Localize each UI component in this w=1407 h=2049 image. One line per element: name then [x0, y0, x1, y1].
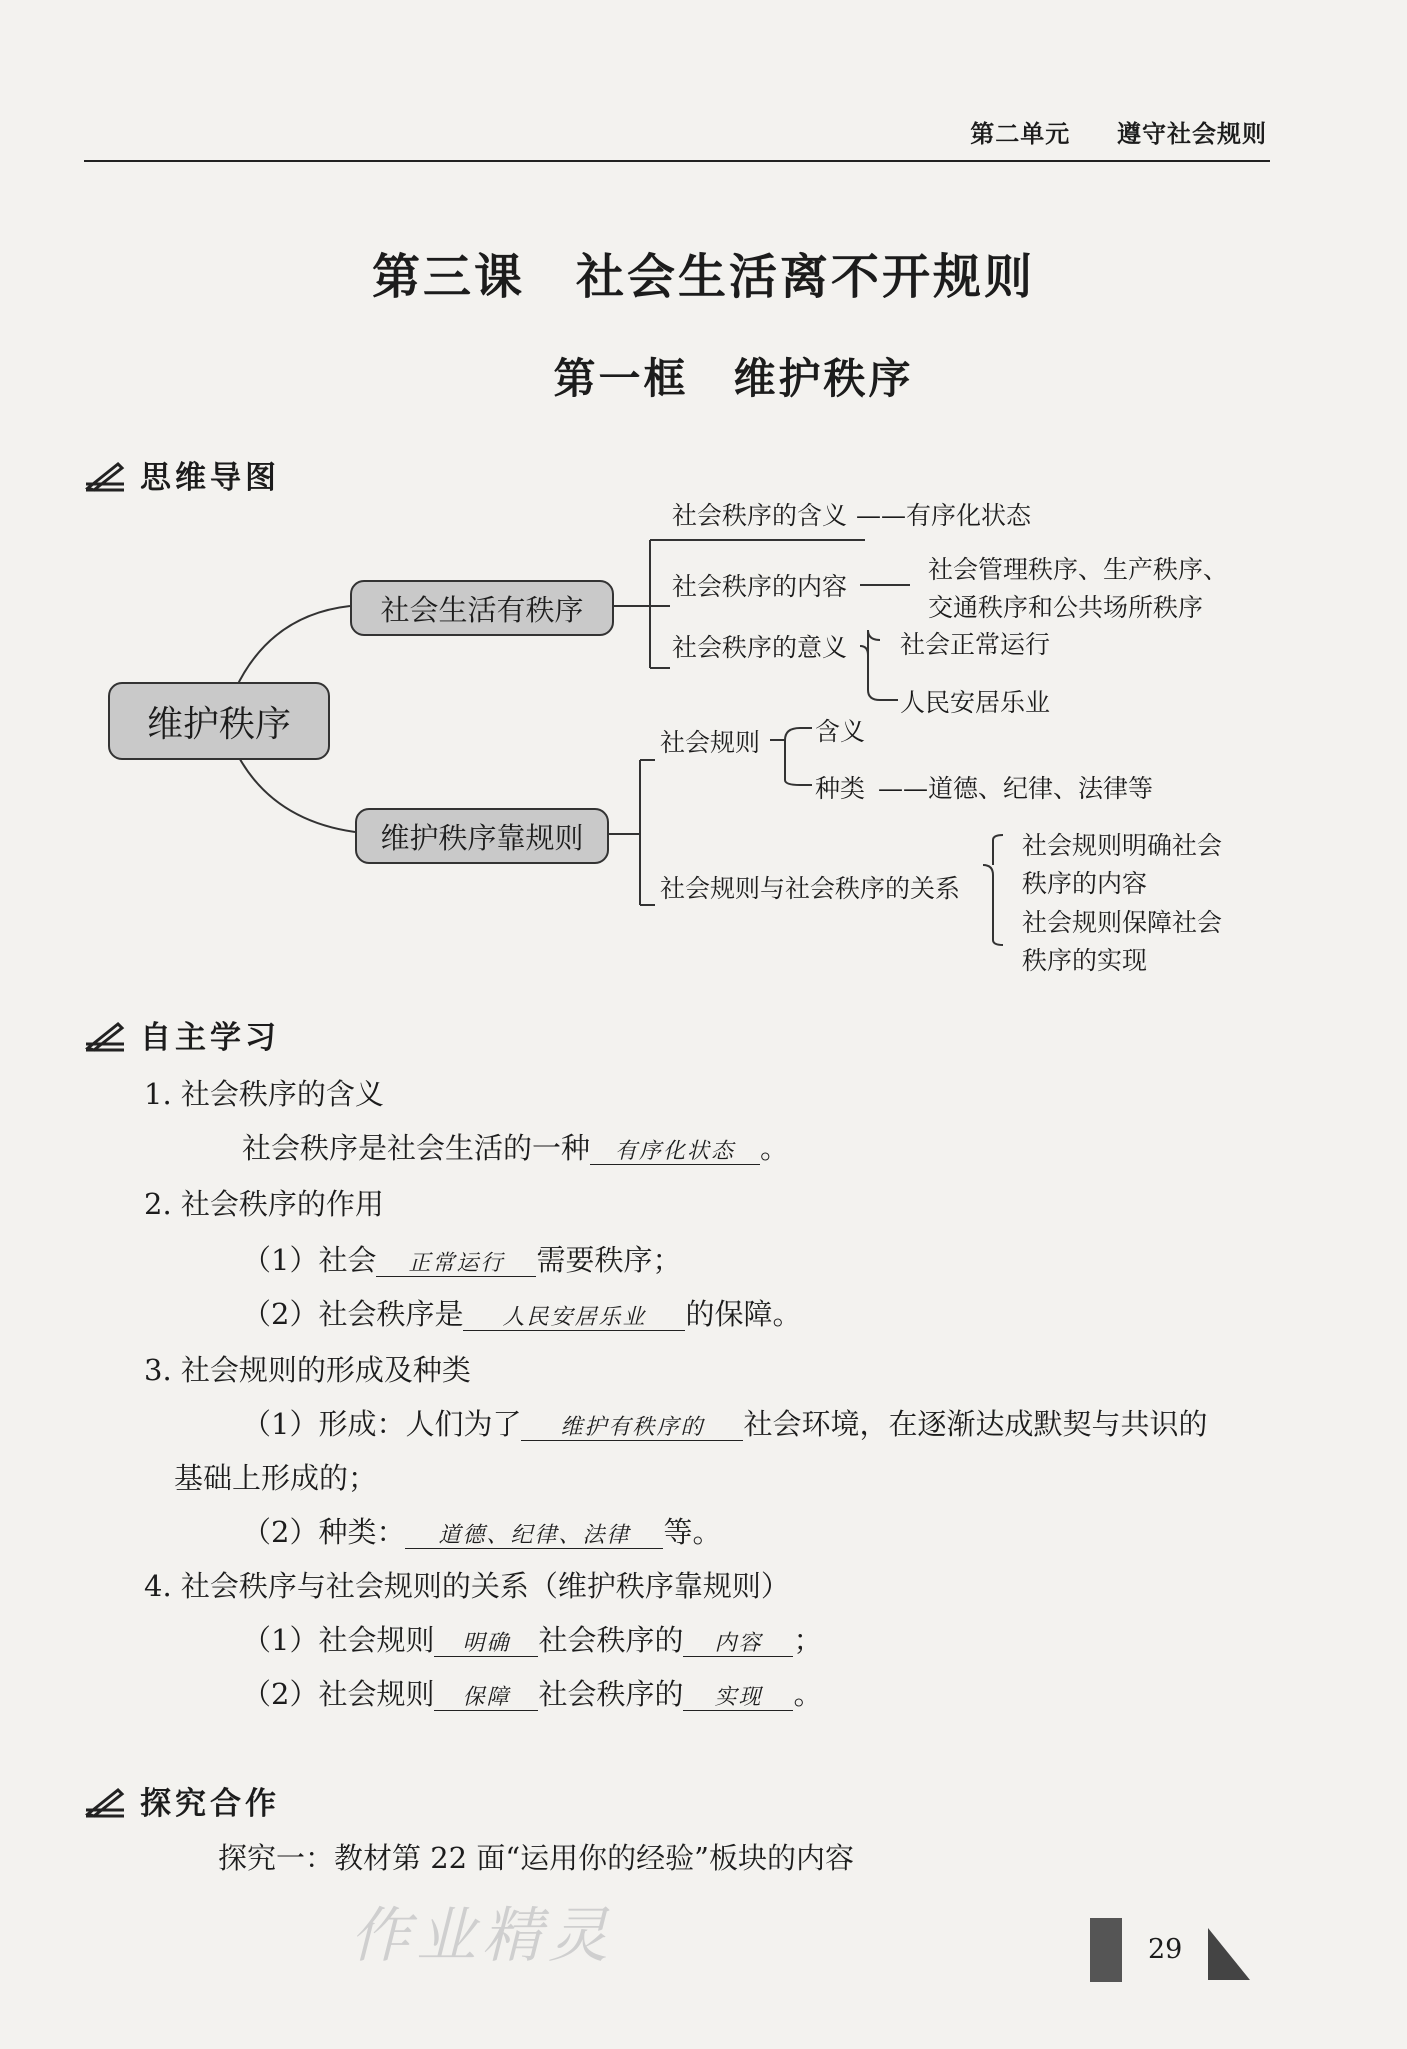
q1-line — [242, 1126, 789, 1167]
header-unit-title: 遵守社会规则 — [1117, 119, 1267, 148]
mm-content-val1: 社会管理秩序、生产秩序、 — [928, 555, 1229, 584]
mm-meaning: 社会秩序的含义 — [672, 501, 848, 530]
self-study-heading-text: 自主学习 — [140, 1020, 280, 1056]
q3-1-pre: （1）形成：人们为了 — [242, 1407, 522, 1441]
q3-1-line — [242, 1402, 1207, 1443]
mm-rel-val2a: 社会规则保障社会 — [1022, 908, 1223, 937]
pencil-icon — [84, 1018, 128, 1052]
page-marker-bar — [1090, 1918, 1122, 1982]
mm-sig-val1: 社会正常运行 — [900, 630, 1051, 659]
mindmap-branch2: 维护秩序靠规则 — [355, 808, 609, 864]
q1-text: 社会秩序是社会生活的一种 — [242, 1131, 591, 1165]
explore-item-1: 探究一：教材第 22 面“运用你的经验”板块的内容 — [218, 1841, 854, 1875]
mm-content: 社会秩序的内容 — [672, 572, 848, 601]
q1-end: 。 — [760, 1131, 790, 1165]
q2-2-line — [242, 1292, 801, 1333]
q1-answer: 有序化状态 — [590, 1140, 760, 1165]
q4-1-end: ； — [793, 1623, 823, 1657]
mm-rules-types: 种类 — [815, 774, 866, 803]
q3-2-post: 等。 — [663, 1515, 722, 1549]
page-number: 29 — [1148, 1934, 1183, 1965]
explore-heading-text: 探究合作 — [140, 1786, 280, 1822]
lesson-title: 第三课 社会生活离不开规则 — [371, 249, 1035, 305]
q4-2-answer1: 保障 — [434, 1686, 538, 1711]
q3-2-pre: （2）种类： — [242, 1515, 406, 1549]
q4-1-pre: （1）社会规则 — [242, 1623, 435, 1657]
pencil-icon — [84, 1784, 128, 1818]
mindmap-heading-text: 思维导图 — [140, 460, 280, 496]
q4-2-answer2: 实现 — [683, 1686, 793, 1711]
mm-meaning-val: ——有序化状态 — [856, 501, 1032, 530]
q4-2-mid: 社会秩序的 — [538, 1677, 684, 1711]
q2-2-post: 的保障。 — [685, 1297, 802, 1331]
mm-relation: 社会规则与社会秩序的关系 — [660, 874, 961, 903]
mm-rel-val2b: 秩序的实现 — [1022, 946, 1148, 975]
q2-title: 2. 社会秩序的作用 — [144, 1187, 384, 1221]
self-study-heading — [84, 1012, 280, 1057]
q2-1-answer: 正常运行 — [376, 1252, 536, 1277]
q4-1-line — [242, 1618, 822, 1659]
mm-content-val2: 交通秩序和公共场所秩序 — [928, 593, 1204, 622]
q3-1-answer: 维护有秩序的 — [521, 1416, 743, 1441]
mm-rules-meaning: 含义 — [815, 717, 866, 746]
mm-rel-val1a: 社会规则明确社会 — [1022, 831, 1223, 860]
q1-title: 1. 社会秩序的含义 — [144, 1077, 384, 1111]
mindmap-branch1: 社会生活有秩序 — [350, 580, 614, 636]
q2-1-post: 需要秩序； — [536, 1243, 682, 1277]
mm-rel-val1b: 秩序的内容 — [1022, 869, 1148, 898]
mm-significance: 社会秩序的意义 — [672, 633, 848, 662]
q2-1-line — [242, 1238, 681, 1279]
mm-rules: 社会规则 — [660, 728, 761, 757]
q3-1-cont: 基础上形成的； — [174, 1461, 378, 1495]
mm-sig-val2: 人民安居乐业 — [900, 688, 1051, 717]
q3-2-line — [242, 1510, 721, 1551]
q3-2-answer: 道德、纪律、法律 — [405, 1524, 663, 1549]
q2-2-answer: 人民安居乐业 — [463, 1306, 685, 1331]
mindmap-root: 维护秩序 — [108, 682, 330, 760]
q4-2-end: 。 — [793, 1677, 823, 1711]
q4-1-mid: 社会秩序的 — [538, 1623, 684, 1657]
explore-heading — [84, 1778, 280, 1823]
mm-rules-types-val: ——道德、纪律、法律等 — [878, 774, 1154, 803]
q3-title: 3. 社会规则的形成及种类 — [144, 1353, 471, 1387]
q2-1-pre: （1）社会 — [242, 1243, 377, 1277]
q2-2-pre: （2）社会秩序是 — [242, 1297, 464, 1331]
q4-title: 4. 社会秩序与社会规则的关系（维护秩序靠规则） — [144, 1569, 790, 1603]
header-unit: 第二单元 — [970, 119, 1071, 148]
q4-1-answer1: 明确 — [434, 1632, 538, 1657]
section-title: 第一框 维护秩序 — [553, 354, 914, 403]
q4-2-line — [242, 1672, 822, 1713]
q3-1-post: 社会环境，在逐渐达成默契与共识的 — [743, 1407, 1208, 1441]
q4-2-pre: （2）社会规则 — [242, 1677, 435, 1711]
page-corner-triangle — [1208, 1928, 1250, 1980]
q4-1-answer2: 内容 — [683, 1632, 793, 1657]
watermark-logo: 作业精灵 — [350, 1901, 614, 1971]
